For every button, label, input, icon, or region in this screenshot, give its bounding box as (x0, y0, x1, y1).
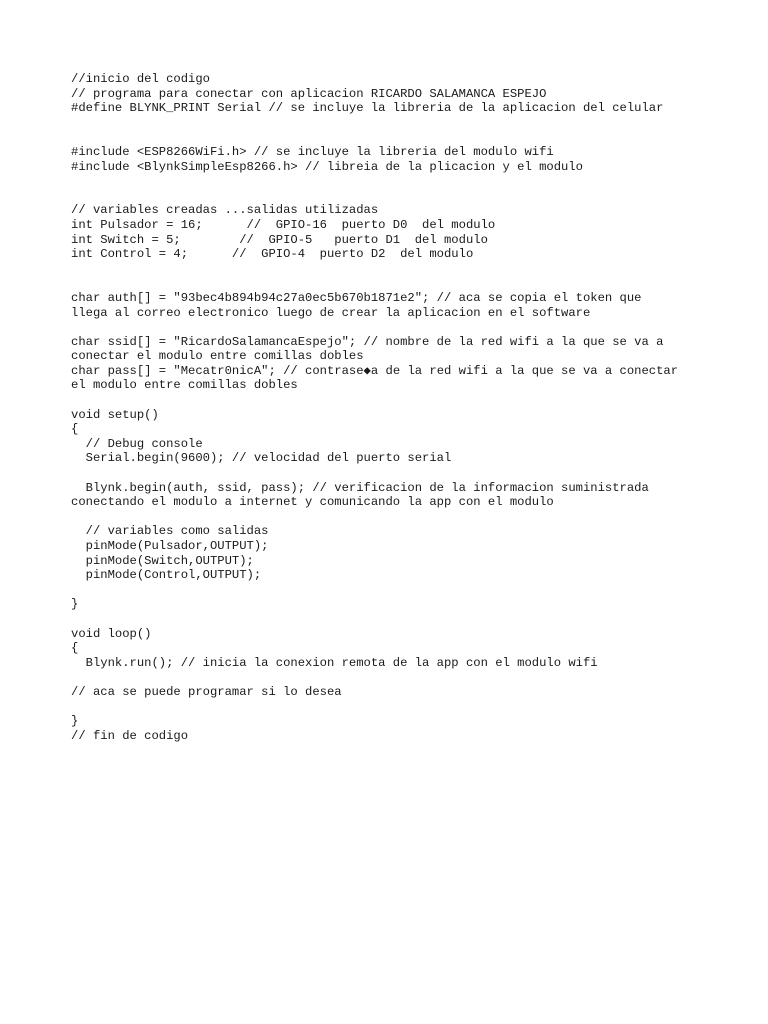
code-line: char auth[] = "93bec4b894b94c27a0ec5b670b1871e2"; // aca se copia el token que (71, 290, 642, 305)
code-line: pinMode(Pulsador,OUTPUT); (71, 539, 269, 553)
blank-line (71, 130, 731, 145)
code-line: // programa para conectar con aplicacion RICARDO SALAMANCA ESPEJO (71, 86, 547, 101)
code-line: conectando el modulo a internet y comunicando la app con el modulo (71, 495, 554, 510)
code-line: // Debug console (71, 436, 203, 451)
blank-line (71, 393, 731, 408)
code-line: Serial.begin(9600); // velocidad del puerto serial (71, 451, 452, 466)
code-line: void setup() (71, 407, 159, 422)
blank-line (71, 612, 731, 627)
blank-line (71, 583, 731, 598)
code-line: #include <ESP8266WiFi.h> // se incluye la libreria del modulo wifi (71, 144, 554, 159)
blank-line (71, 466, 731, 481)
code-line: int Control = 4; // GPIO-4 puerto D2 del modulo (71, 247, 474, 262)
code-line: llega al correo electronico luego de crear la aplicacion en el software (71, 305, 591, 320)
code-line: #define BLYNK_PRINT Serial // se incluye la libreria de la aplicacion del celular (71, 101, 664, 116)
code-line: { (71, 641, 79, 656)
blank-line (71, 116, 731, 131)
code-line: pinMode(Switch,OUTPUT); (71, 553, 254, 568)
blank-line (71, 276, 731, 291)
code-document (71, 72, 731, 743)
code-line: Blynk.run(); // inicia la conexion remota de la app con el modulo wifi (71, 655, 598, 670)
code-line: char pass[] = "Mecatr0nicA"; // contrase◆a de la red wifi a la que se va a conectar (71, 363, 679, 378)
code-line: el modulo entre comillas dobles (71, 378, 298, 393)
code-line: // variables como salidas (71, 524, 269, 539)
blank-line (71, 510, 731, 525)
code-line: } (71, 597, 79, 612)
code-line: { (71, 422, 79, 437)
blank-line (71, 262, 731, 277)
code-line: //inicio del codigo (71, 72, 210, 86)
code-line: Blynk.begin(auth, ssid, pass); // verificacion de la informacion suministrada (71, 480, 649, 495)
code-line: // fin de codigo (71, 728, 189, 743)
blank-line (71, 174, 731, 189)
code-line: } (71, 714, 79, 729)
blank-line (71, 320, 731, 335)
code-line: char ssid[] = "RicardoSalamancaEspejo"; // nombre de la red wifi a la que se va a (71, 334, 664, 349)
code-line: #include <BlynkSimpleEsp8266.h> // libreia de la plicacion y el modulo (71, 159, 583, 174)
code-line: conectar el modulo entre comillas dobles (71, 349, 364, 364)
code-line: int Switch = 5; // GPIO-5 puerto D1 del modulo (71, 232, 488, 247)
code-line: // aca se puede programar si lo desea (71, 684, 342, 699)
blank-line (71, 670, 731, 685)
code-line: void loop() (71, 626, 152, 641)
code-line: pinMode(Control,OUTPUT); (71, 568, 262, 583)
code-line: int Pulsador = 16; // GPIO-16 puerto D0 del modulo (71, 217, 496, 232)
blank-line (71, 189, 731, 204)
code-line: // variables creadas ...salidas utilizadas (71, 203, 379, 218)
blank-line (71, 700, 731, 715)
